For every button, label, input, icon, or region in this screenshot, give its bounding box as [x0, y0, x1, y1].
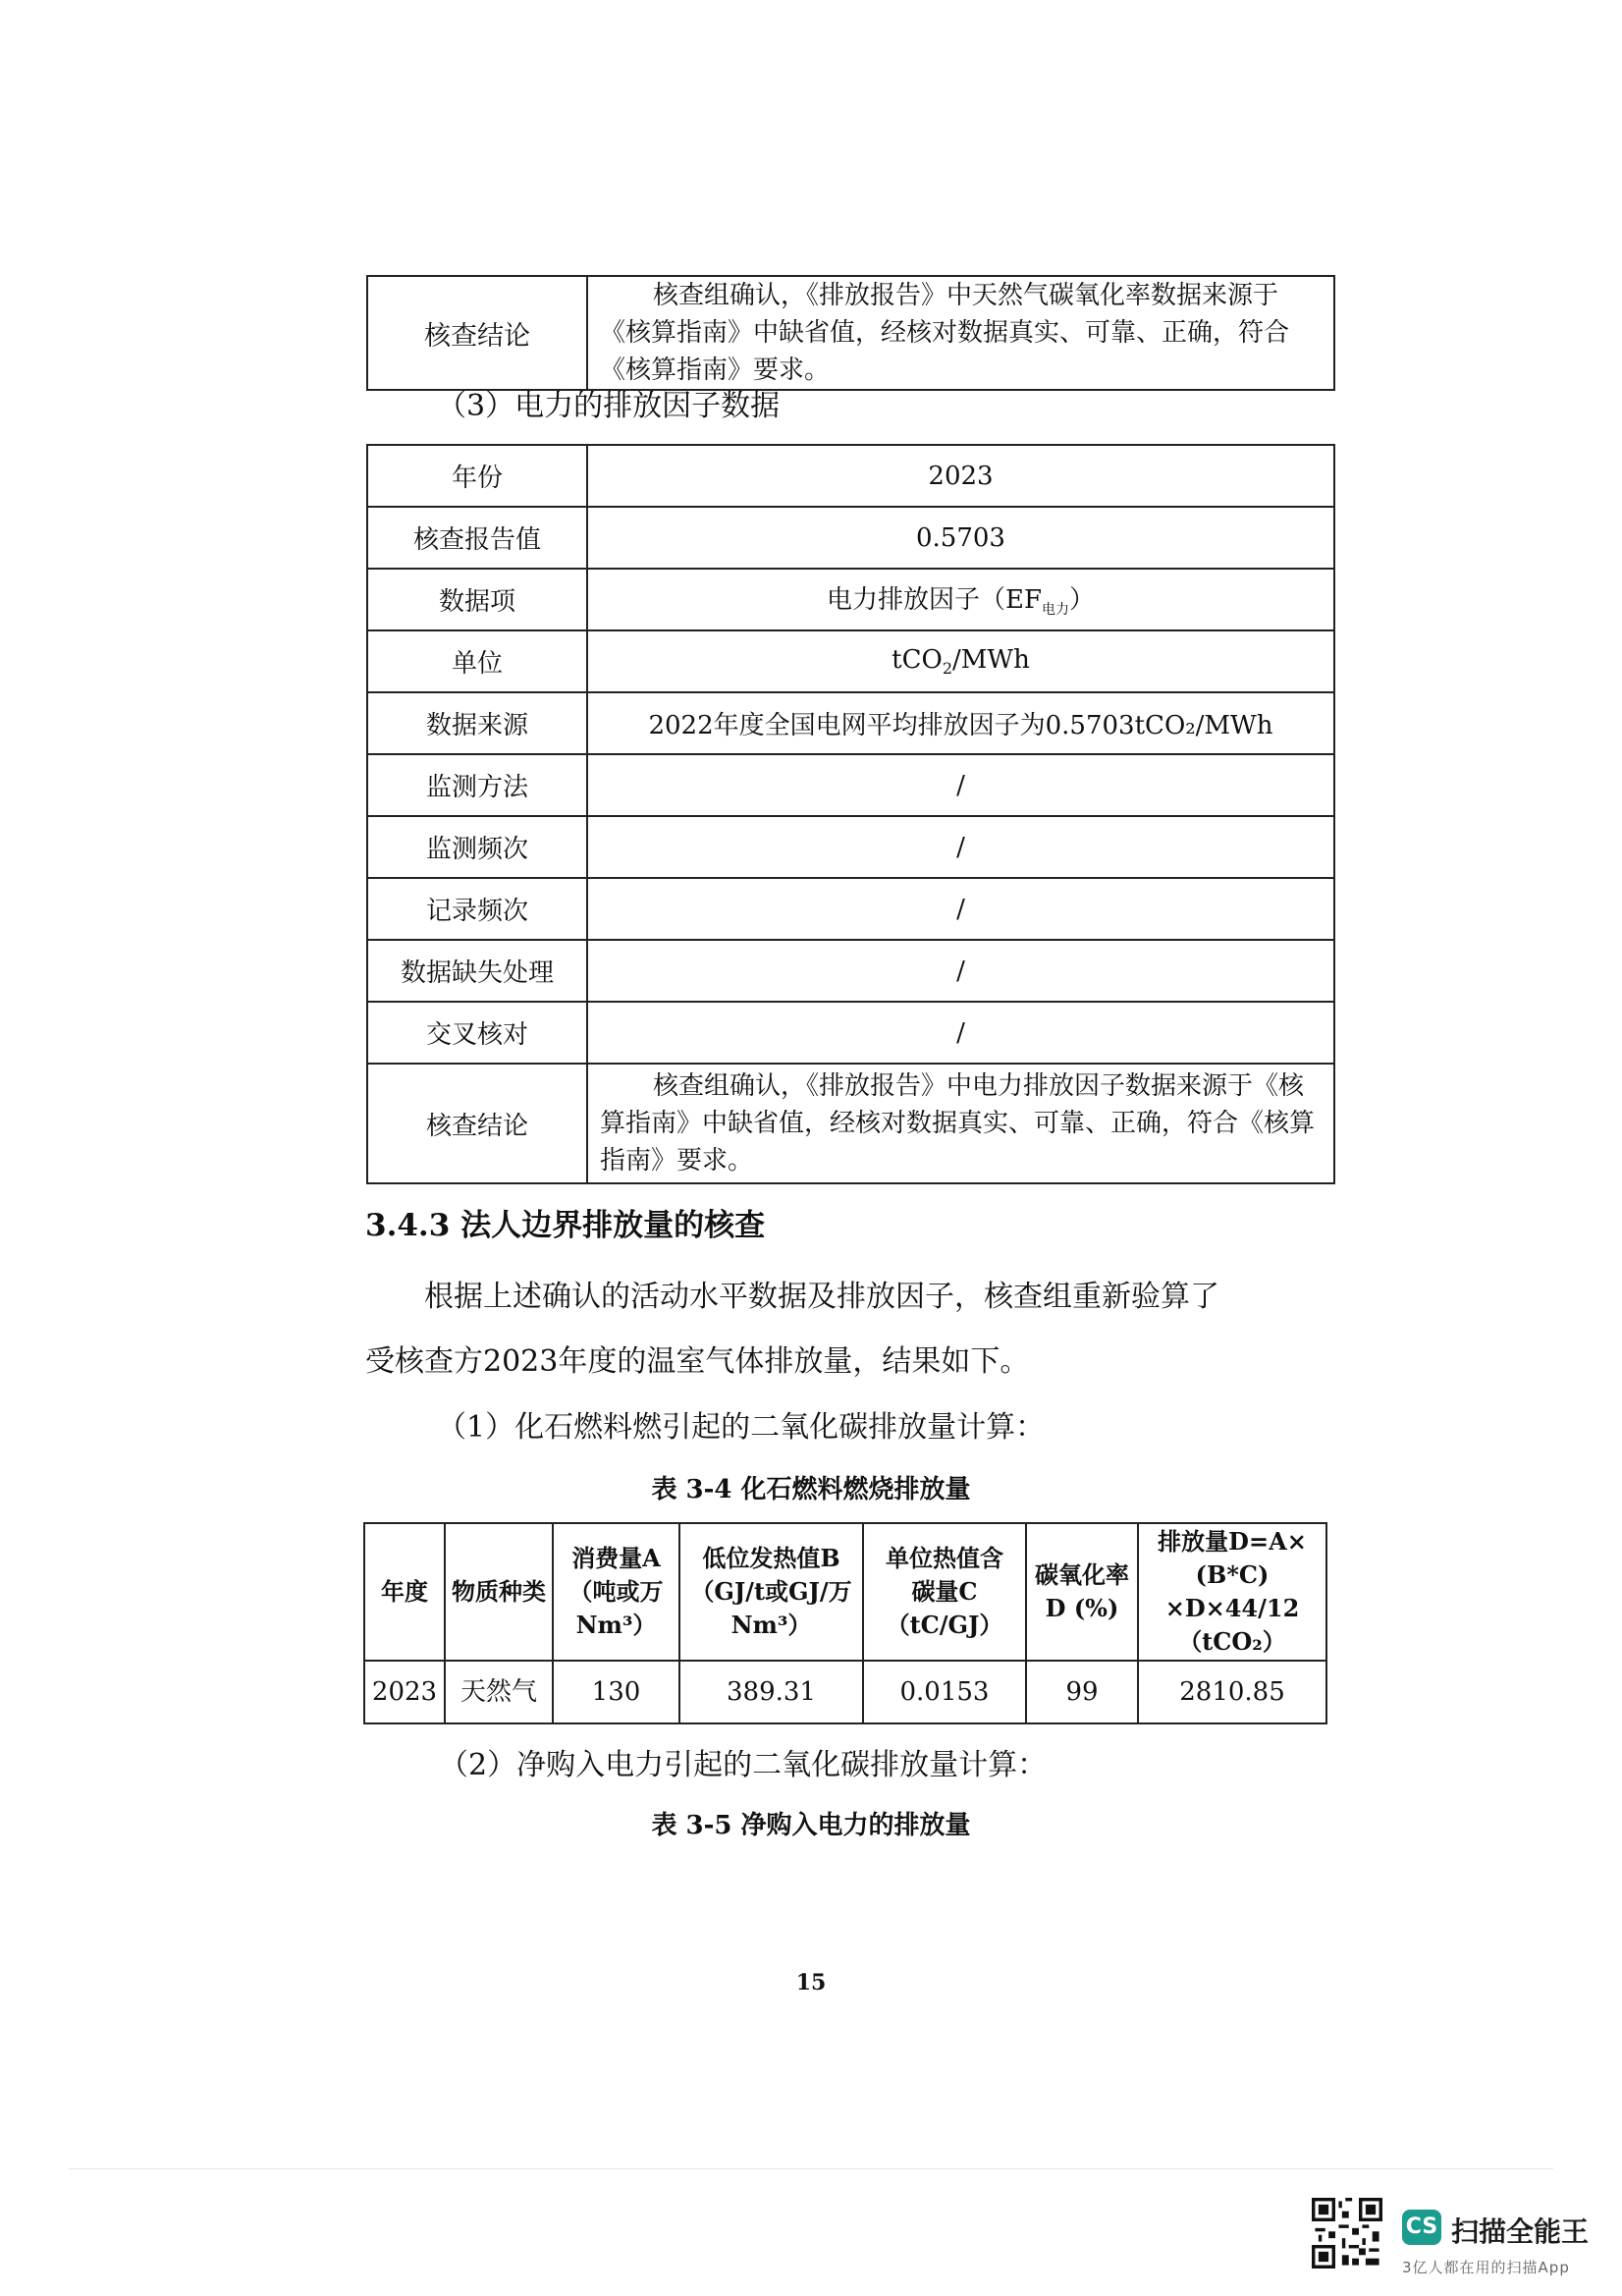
list-item-1: （1）化石燃料燃引起的二氧化碳排放量计算：	[437, 1410, 1046, 1445]
table-row	[367, 445, 1334, 507]
header-line: 碳量C	[911, 1577, 978, 1606]
header-line: （tCO₂）	[1178, 1627, 1286, 1656]
header-ncv	[679, 1523, 863, 1661]
row-value: /	[587, 1002, 1334, 1064]
row-label: 年份	[367, 445, 587, 507]
header-consumption	[553, 1523, 679, 1661]
header-line: （吨或万	[568, 1577, 664, 1606]
table-header-row	[364, 1523, 1326, 1661]
row-label: 监测方法	[367, 754, 587, 816]
row-label: 数据项	[367, 569, 587, 630]
table-row	[364, 1661, 1326, 1723]
conclusion-label: 核查结论	[367, 276, 587, 390]
value-main: 电力排放因子（EF	[826, 585, 1042, 616]
header-line: （GJ/t或GJ/万	[690, 1577, 852, 1606]
table-row	[367, 754, 1334, 816]
cell-oxidation: 99	[1026, 1661, 1138, 1723]
table-row	[367, 878, 1334, 940]
electricity-ef-table	[366, 444, 1335, 1184]
brand-name: 扫描全能王	[1451, 2215, 1590, 2248]
row-label: 单位	[367, 630, 587, 692]
row-value: 2023	[587, 445, 1334, 507]
header-oxidation	[1026, 1523, 1138, 1661]
header-year: 年度	[364, 1523, 445, 1661]
table-row	[367, 507, 1334, 569]
row-value: /	[587, 878, 1334, 940]
table-row	[367, 1064, 1334, 1183]
header-line: Nm³）	[730, 1611, 812, 1639]
paragraph-line-1: 根据上述确认的活动水平数据及排放因子，核查组重新验算了	[424, 1280, 1219, 1314]
value-end: /MWh	[952, 644, 1030, 675]
header-line: 低位发热值B	[702, 1544, 840, 1572]
header-line: 消费量A	[571, 1544, 661, 1572]
row-value: /	[587, 940, 1334, 1002]
row-value: 0.5703	[587, 507, 1334, 569]
conclusion-text-content: 核查组确认，《排放报告》中电力排放因子数据来源于《核算指南》中缺省值，经核对数据真实、可靠、正确，符合《核算指南》要求。	[600, 1071, 1316, 1175]
qr-code-icon	[1312, 2198, 1382, 2269]
header-line: 排放量D=A×	[1158, 1527, 1307, 1556]
header-line: ×D×44/12	[1164, 1594, 1300, 1622]
row-value	[587, 569, 1334, 630]
section-heading-3-4-3: 3.4.3 法人边界排放量的核查	[365, 1208, 766, 1243]
cell-year: 2023	[364, 1661, 445, 1723]
paragraph-line-2: 受核查方2023年度的温室气体排放量，结果如下。	[365, 1344, 1030, 1379]
row-value: /	[587, 816, 1334, 878]
footer-divider	[69, 2168, 1553, 2169]
camscanner-logo-icon: CS	[1402, 2210, 1441, 2245]
table-row	[367, 1002, 1334, 1064]
header-carbon-content	[863, 1523, 1026, 1661]
value-end: ）	[1069, 585, 1096, 616]
header-line: 碳氧化率	[1035, 1560, 1129, 1589]
header-emission	[1138, 1523, 1326, 1661]
table-caption-3-4: 表 3-4 化石燃料燃烧排放量	[651, 1475, 971, 1504]
page-number: 15	[795, 1970, 827, 1995]
cell-carbon-content: 0.0153	[863, 1661, 1026, 1723]
header-line: D (%)	[1045, 1594, 1119, 1622]
header-line: Nm³）	[575, 1611, 657, 1639]
cell-ncv: 389.31	[679, 1661, 863, 1723]
row-value: /	[587, 754, 1334, 816]
row-label: 核查报告值	[367, 507, 587, 569]
header-line: （tC/GJ）	[886, 1611, 1003, 1639]
section-3-title: （3）电力的排放因子数据	[437, 389, 781, 423]
row-label: 数据来源	[367, 692, 587, 754]
row-label: 核查结论	[367, 1064, 587, 1183]
row-label: 记录频次	[367, 878, 587, 940]
table-row	[367, 692, 1334, 754]
cell-emission: 2810.85	[1138, 1661, 1326, 1723]
row-label: 监测频次	[367, 816, 587, 878]
conclusion-text-content: 核查组确认，《排放报告》中天然气碳氧化率数据来源于《核算指南》中缺省值，经核对数据真实、可靠、正确，符合《核算指南》要求。	[600, 281, 1290, 385]
table-row	[367, 569, 1334, 630]
conclusion-text	[587, 276, 1334, 390]
row-value	[587, 630, 1334, 692]
cell-substance: 天然气	[445, 1661, 553, 1723]
row-label: 交叉核对	[367, 1002, 587, 1064]
row-label: 数据缺失处理	[367, 940, 587, 1002]
brand-slogan: 3亿人都在用的扫描App	[1402, 2259, 1570, 2276]
cell-consumption: 130	[553, 1661, 679, 1723]
table-row	[367, 630, 1334, 692]
row-value	[587, 1064, 1334, 1183]
fossil-fuel-table	[363, 1522, 1327, 1724]
row-value: 2022年度全国电网平均排放因子为0.5703tCO₂/MWh	[587, 692, 1334, 754]
list-item-2: （2）净购入电力引起的二氧化碳排放量计算：	[439, 1748, 1048, 1782]
header-substance: 物质种类	[445, 1523, 553, 1661]
value-main: tCO	[892, 644, 943, 675]
table-caption-3-5: 表 3-5 净购入电力的排放量	[651, 1811, 971, 1840]
table-row	[367, 816, 1334, 878]
header-line: 单位热值含	[886, 1544, 1003, 1572]
value-subscript: 2	[942, 659, 952, 679]
table-row	[367, 940, 1334, 1002]
header-line: (B*C)	[1195, 1560, 1270, 1589]
prev-table-conclusion	[366, 275, 1335, 391]
value-subscript: 电力	[1042, 602, 1069, 619]
